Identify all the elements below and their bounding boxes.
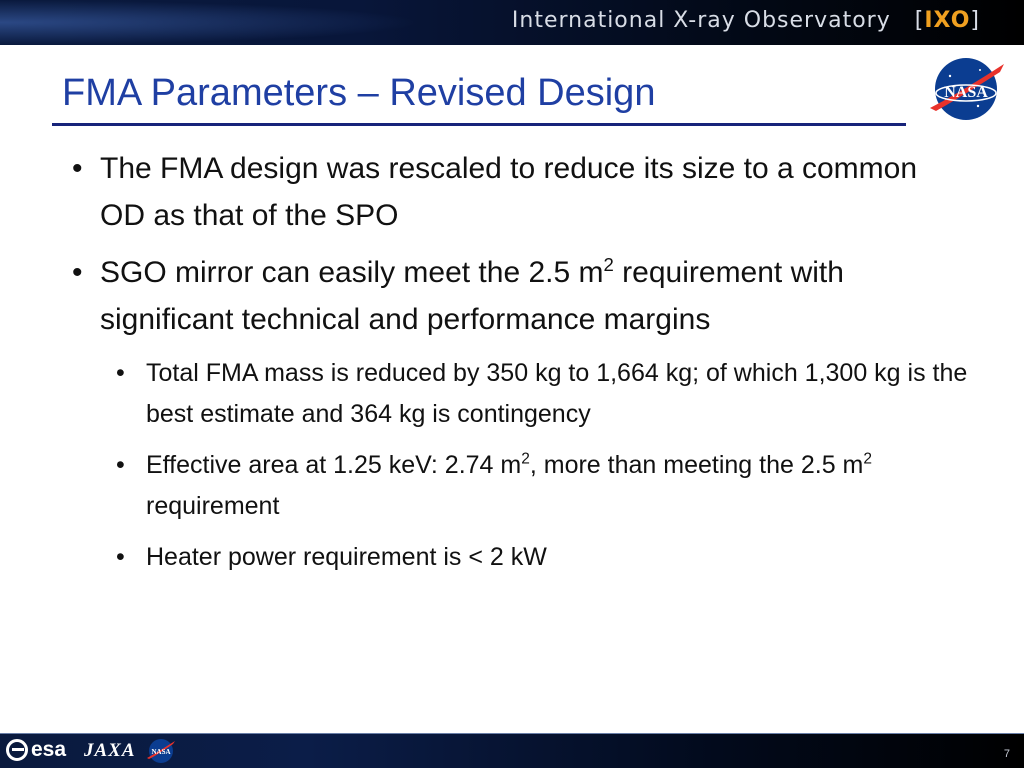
- sub-bullet-dot: •: [116, 451, 125, 479]
- ixo-bracket-open: [: [914, 8, 925, 33]
- esa-logo-text: esa: [31, 738, 67, 761]
- esa-logo: [6, 737, 66, 763]
- bullet-2-text-a: SGO mirror can easily meet the 2.5 m: [100, 256, 604, 289]
- ixo-mark: IXO: [924, 8, 971, 33]
- bullet-dot: •: [72, 152, 83, 185]
- sub-bullet-3: [116, 537, 970, 578]
- sub-bullet-dot: •: [116, 543, 125, 571]
- banner-glow: [0, 0, 420, 45]
- sub-bullet-2: [116, 445, 970, 527]
- ixo-bracket-close: ]: [970, 8, 980, 33]
- bullet-2-text-b: requirement with significant technical and performance margins: [100, 256, 844, 336]
- sub-bullet-dot: •: [116, 359, 125, 387]
- sub-bullet-2-sup-a: 2: [521, 450, 530, 468]
- nasa-logo-text: NASA: [944, 84, 988, 101]
- sub-bullet-3-text: Heater power requirement is < 2 kW: [146, 543, 547, 571]
- slide-body: [70, 145, 970, 588]
- nasa-small-logo: [146, 738, 176, 764]
- jaxa-logo: JAXA: [84, 740, 136, 761]
- sub-bullet-2-text-a: Effective area at 1.25 keV: 2.74 m: [146, 451, 522, 479]
- bullet-2: [70, 249, 970, 343]
- bullet-2-superscript: 2: [603, 254, 614, 275]
- bullet-dot: •: [72, 256, 83, 289]
- sub-bullet-1: [116, 353, 970, 435]
- title-underline: [52, 123, 906, 126]
- nasa-logo: [928, 56, 1006, 122]
- bullet-1-text: The FMA design was rescaled to reduce its size to a common OD as that of the SPO: [100, 152, 918, 232]
- sub-bullet-1-text: Total FMA mass is reduced by 350 kg to 1,664 kg; of which 1,300 kg is the best estimate and 364 kg is contingency: [146, 359, 968, 428]
- bullet-1: [70, 145, 970, 239]
- slide-title: FMA Parameters – Revised Design: [62, 72, 656, 114]
- sub-bullet-2-sup-b: 2: [863, 450, 872, 468]
- ixo-logo: [512, 8, 980, 33]
- sub-bullet-2-text-c: requirement: [146, 492, 280, 520]
- nasa-small-logo-text: NASA: [151, 748, 171, 756]
- footer-divider: [0, 733, 1024, 734]
- page-number: 7: [1003, 748, 1010, 760]
- esa-mark-icon: [6, 739, 28, 761]
- sub-bullet-2-text-b: , more than meeting the 2.5 m: [529, 451, 864, 479]
- top-banner: [0, 0, 1024, 45]
- banner-title: International X-ray Observatory: [511, 8, 891, 33]
